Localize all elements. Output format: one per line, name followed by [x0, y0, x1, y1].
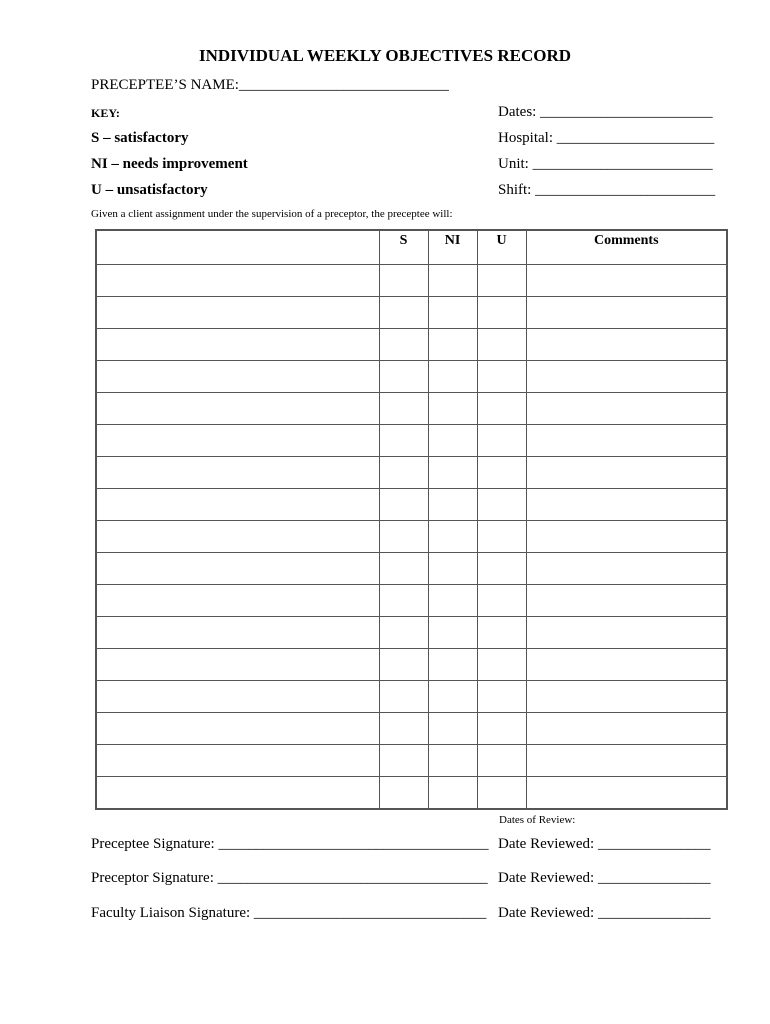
dates-field[interactable]: Dates: _______________________: [498, 104, 713, 120]
comments-cell[interactable]: [526, 649, 727, 681]
comments-column-header: Comments: [526, 230, 727, 265]
objective-cell[interactable]: [96, 713, 379, 745]
table-row: [96, 265, 727, 297]
s-cell[interactable]: [379, 649, 428, 681]
table-body: [96, 265, 727, 810]
table-header-row: [96, 230, 727, 265]
u-cell[interactable]: [477, 777, 526, 810]
u-cell[interactable]: [477, 713, 526, 745]
objective-cell[interactable]: [96, 681, 379, 713]
s-cell[interactable]: [379, 681, 428, 713]
dates-of-review-label: Dates of Review:: [499, 814, 576, 826]
comments-cell[interactable]: [526, 297, 727, 329]
ni-cell[interactable]: [428, 361, 477, 393]
objective-cell[interactable]: [96, 649, 379, 681]
u-cell[interactable]: [477, 617, 526, 649]
u-cell[interactable]: [477, 425, 526, 457]
u-cell[interactable]: [477, 361, 526, 393]
comments-cell[interactable]: [526, 713, 727, 745]
ni-cell[interactable]: [428, 425, 477, 457]
comments-cell[interactable]: [526, 489, 727, 521]
ni-cell[interactable]: [428, 489, 477, 521]
u-cell[interactable]: [477, 329, 526, 361]
objective-cell[interactable]: [96, 361, 379, 393]
table-row: [96, 521, 727, 553]
objective-cell[interactable]: [96, 457, 379, 489]
ni-cell[interactable]: [428, 393, 477, 425]
table-row: [96, 713, 727, 745]
table-row: [96, 649, 727, 681]
objective-cell[interactable]: [96, 745, 379, 777]
comments-cell[interactable]: [526, 521, 727, 553]
comments-cell[interactable]: [526, 329, 727, 361]
objective-cell[interactable]: [96, 393, 379, 425]
preceptor-date-reviewed-field[interactable]: Date Reviewed: _______________: [498, 870, 711, 886]
table-row: [96, 489, 727, 521]
table-row: [96, 617, 727, 649]
s-cell[interactable]: [379, 425, 428, 457]
s-cell[interactable]: [379, 329, 428, 361]
key-item-satisfactory: S – satisfactory: [91, 130, 189, 146]
objectives-table: [95, 229, 728, 810]
s-cell[interactable]: [379, 713, 428, 745]
shift-field[interactable]: Shift: ________________________: [498, 182, 716, 198]
table-row: [96, 681, 727, 713]
comments-cell[interactable]: [526, 457, 727, 489]
u-cell[interactable]: [477, 553, 526, 585]
ni-cell[interactable]: [428, 681, 477, 713]
s-cell[interactable]: [379, 521, 428, 553]
objective-cell[interactable]: [96, 553, 379, 585]
ni-cell[interactable]: [428, 585, 477, 617]
key-item-needs-improvement: NI – needs improvement: [91, 156, 248, 172]
preceptee-date-reviewed-field[interactable]: Date Reviewed: _______________: [498, 836, 711, 852]
ni-cell[interactable]: [428, 457, 477, 489]
key-label: KEY:: [91, 106, 120, 120]
table-row: [96, 297, 727, 329]
ni-cell[interactable]: [428, 553, 477, 585]
ni-cell[interactable]: [428, 521, 477, 553]
table-row: [96, 777, 727, 810]
instruction-text: Given a client assignment under the supervision of a preceptor, the preceptee will:: [91, 208, 453, 220]
comments-cell[interactable]: [526, 361, 727, 393]
page-title: INDIVIDUAL WEEKLY OBJECTIVES RECORD: [198, 46, 572, 65]
table-row: [96, 553, 727, 585]
s-cell[interactable]: [379, 777, 428, 810]
hospital-field[interactable]: Hospital: _____________________: [498, 130, 715, 146]
ni-cell[interactable]: [428, 297, 477, 329]
comments-cell[interactable]: [526, 265, 727, 297]
s-cell[interactable]: [379, 393, 428, 425]
comments-cell[interactable]: [526, 553, 727, 585]
preceptee-signature-field[interactable]: Preceptee Signature: ____________________________________: [91, 836, 489, 852]
u-cell[interactable]: [477, 649, 526, 681]
s-cell[interactable]: [379, 617, 428, 649]
u-cell[interactable]: [477, 457, 526, 489]
preceptor-signature-field[interactable]: Preceptor Signature: ____________________________________: [91, 870, 488, 886]
ni-cell[interactable]: [428, 745, 477, 777]
s-cell[interactable]: [379, 489, 428, 521]
ni-cell[interactable]: [428, 617, 477, 649]
faculty-liaison-signature-field[interactable]: Faculty Liaison Signature: _______________________________: [91, 905, 487, 921]
table-row: [96, 393, 727, 425]
objective-cell[interactable]: [96, 489, 379, 521]
ni-cell[interactable]: [428, 777, 477, 810]
comments-cell[interactable]: [526, 425, 727, 457]
u-cell[interactable]: [477, 681, 526, 713]
u-cell[interactable]: [477, 745, 526, 777]
u-cell[interactable]: [477, 585, 526, 617]
ni-cell[interactable]: [428, 713, 477, 745]
u-cell[interactable]: [477, 297, 526, 329]
objective-column-header: [96, 230, 379, 265]
ni-cell[interactable]: [428, 265, 477, 297]
objective-cell[interactable]: [96, 297, 379, 329]
faculty-date-reviewed-field[interactable]: Date Reviewed: _______________: [498, 905, 711, 921]
s-cell[interactable]: [379, 457, 428, 489]
table-row: [96, 361, 727, 393]
table-row: [96, 585, 727, 617]
objective-cell[interactable]: [96, 425, 379, 457]
comments-cell[interactable]: [526, 745, 727, 777]
u-cell[interactable]: [477, 265, 526, 297]
u-cell[interactable]: [477, 393, 526, 425]
s-column-header: S: [379, 230, 428, 265]
objective-cell[interactable]: [96, 617, 379, 649]
s-cell[interactable]: [379, 585, 428, 617]
ni-cell[interactable]: [428, 649, 477, 681]
comments-cell[interactable]: [526, 585, 727, 617]
u-cell[interactable]: [477, 489, 526, 521]
table-row: [96, 457, 727, 489]
u-cell[interactable]: [477, 521, 526, 553]
objective-cell[interactable]: [96, 265, 379, 297]
objective-cell[interactable]: [96, 329, 379, 361]
ni-cell[interactable]: [428, 329, 477, 361]
s-cell[interactable]: [379, 361, 428, 393]
comments-cell[interactable]: [526, 617, 727, 649]
s-cell[interactable]: [379, 297, 428, 329]
ni-column-header: NI: [428, 230, 477, 265]
table-row: [96, 425, 727, 457]
u-column-header: U: [477, 230, 526, 265]
objective-cell[interactable]: [96, 585, 379, 617]
unit-field[interactable]: Unit: ________________________: [498, 156, 713, 172]
objective-cell[interactable]: [96, 777, 379, 810]
s-cell[interactable]: [379, 745, 428, 777]
table-row: [96, 745, 727, 777]
comments-cell[interactable]: [526, 393, 727, 425]
s-cell[interactable]: [379, 265, 428, 297]
objective-cell[interactable]: [96, 521, 379, 553]
table-row: [96, 329, 727, 361]
comments-cell[interactable]: [526, 777, 727, 810]
preceptee-name-field[interactable]: PRECEPTEE’S NAME:____________________________: [91, 77, 449, 93]
key-item-unsatisfactory: U – unsatisfactory: [91, 182, 208, 198]
s-cell[interactable]: [379, 553, 428, 585]
comments-cell[interactable]: [526, 681, 727, 713]
